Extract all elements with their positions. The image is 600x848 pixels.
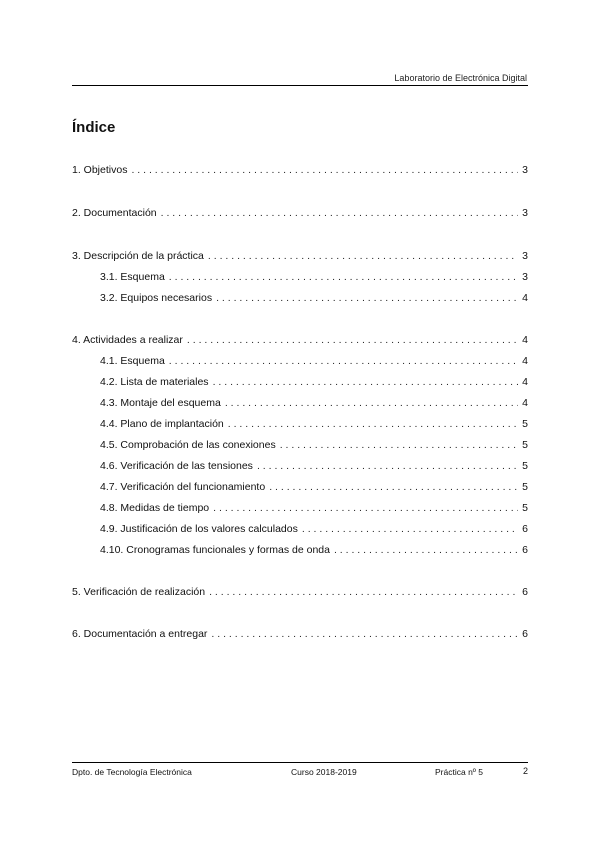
toc-entry-label: 4.1. Esquema — [100, 355, 165, 367]
toc-entry-page: 4 — [522, 292, 528, 304]
toc-entry[interactable] — [100, 355, 528, 371]
toc-entry[interactable] — [72, 334, 528, 350]
toc-entry[interactable] — [100, 439, 528, 455]
toc-entry[interactable] — [100, 376, 528, 392]
toc-entry[interactable] — [100, 502, 528, 518]
toc-entry-page: 4 — [522, 334, 528, 346]
toc-entry-page: 5 — [522, 418, 528, 430]
toc-entry-page: 4 — [522, 397, 528, 409]
footer-department: Dpto. de Tecnología Electrónica — [72, 767, 192, 777]
toc-entry[interactable] — [72, 164, 528, 180]
toc-entry-label: 3.2. Equipos necesarios — [100, 292, 213, 304]
toc-entry-page: 5 — [522, 439, 528, 451]
toc-entry[interactable] — [72, 586, 528, 602]
toc-entry[interactable] — [100, 271, 528, 287]
toc-entry-label: 6. Documentación a entregar — [72, 628, 208, 640]
toc-entry-page: 5 — [522, 460, 528, 472]
page-title: Índice — [72, 119, 116, 136]
toc-entry-label: 3.1. Esquema — [100, 271, 165, 283]
toc-leader-dots — [213, 376, 519, 388]
toc-entry-page: 6 — [522, 586, 528, 598]
toc-leader-dots — [334, 544, 518, 556]
toc-leader-dots — [161, 207, 519, 219]
toc-entry-label: 3. Descripción de la práctica — [72, 250, 204, 262]
toc-leader-dots — [302, 523, 518, 535]
toc-entry-page: 3 — [522, 207, 528, 219]
toc-leader-dots — [225, 397, 518, 409]
toc-entry[interactable] — [72, 628, 528, 644]
toc-entry[interactable] — [100, 523, 528, 539]
footer-page-number: 2 — [522, 766, 528, 776]
footer-divider — [72, 762, 528, 763]
toc-entry-label: 4.6. Verificación de las tensiones — [100, 460, 253, 472]
toc-leader-dots — [169, 355, 518, 367]
toc-leader-dots — [187, 334, 518, 346]
toc-entry[interactable] — [100, 460, 528, 476]
toc-leader-dots — [131, 164, 518, 176]
footer-course: Curso 2018-2019 — [291, 767, 357, 777]
toc-entry-page: 4 — [522, 376, 528, 388]
toc-leader-dots — [211, 628, 518, 640]
header-divider — [72, 85, 528, 86]
toc-entry-page: 3 — [522, 271, 528, 283]
running-header: Laboratorio de Electrónica Digital — [394, 73, 527, 83]
toc-entry[interactable] — [72, 250, 528, 266]
toc-leader-dots — [216, 292, 518, 304]
toc-leader-dots — [257, 460, 518, 472]
toc-entry-page: 6 — [522, 544, 528, 556]
toc-entry[interactable] — [100, 544, 528, 560]
toc-entry-page: 6 — [522, 628, 528, 640]
toc-entry-label: 1. Objetivos — [72, 164, 128, 176]
toc-entry[interactable] — [72, 207, 528, 223]
toc-entry-label: 4.2. Lista de materiales — [100, 376, 209, 388]
toc-entry-page: 6 — [522, 523, 528, 535]
toc-entry-page: 4 — [522, 355, 528, 367]
toc-leader-dots — [169, 271, 518, 283]
toc-entry-label: 4. Actividades a realizar — [72, 334, 183, 346]
toc-entry-page: 3 — [522, 164, 528, 176]
toc-entry[interactable] — [100, 292, 528, 308]
toc-entry-page: 5 — [522, 481, 528, 493]
toc-entry[interactable] — [100, 418, 528, 434]
toc-entry-page: 3 — [522, 250, 528, 262]
toc-entry-label: 4.3. Montaje del esquema — [100, 397, 221, 409]
footer-practice: Práctica nº 5 — [435, 767, 483, 777]
toc-leader-dots — [280, 439, 518, 451]
toc-entry-label: 5. Verificación de realización — [72, 586, 206, 598]
toc-entry-label: 4.10. Cronogramas funcionales y formas de onda — [100, 544, 330, 556]
toc-leader-dots — [208, 250, 518, 262]
toc-entry-label: 4.9. Justificación de los valores calculados — [100, 523, 298, 535]
toc-entry-page: 5 — [522, 502, 528, 514]
toc-leader-dots — [269, 481, 518, 493]
toc-entry-label: 4.5. Comprobación de las conexiones — [100, 439, 276, 451]
toc-entry-label: 2. Documentación — [72, 207, 157, 219]
toc-leader-dots — [209, 586, 518, 598]
toc-leader-dots — [213, 502, 518, 514]
toc-entry-label: 4.7. Verificación del funcionamiento — [100, 481, 266, 493]
toc-entry[interactable] — [100, 397, 528, 413]
toc-entry[interactable] — [100, 481, 528, 497]
toc-entry-label: 4.8. Medidas de tiempo — [100, 502, 210, 514]
toc-leader-dots — [228, 418, 518, 430]
toc-entry-label: 4.4. Plano de implantación — [100, 418, 224, 430]
